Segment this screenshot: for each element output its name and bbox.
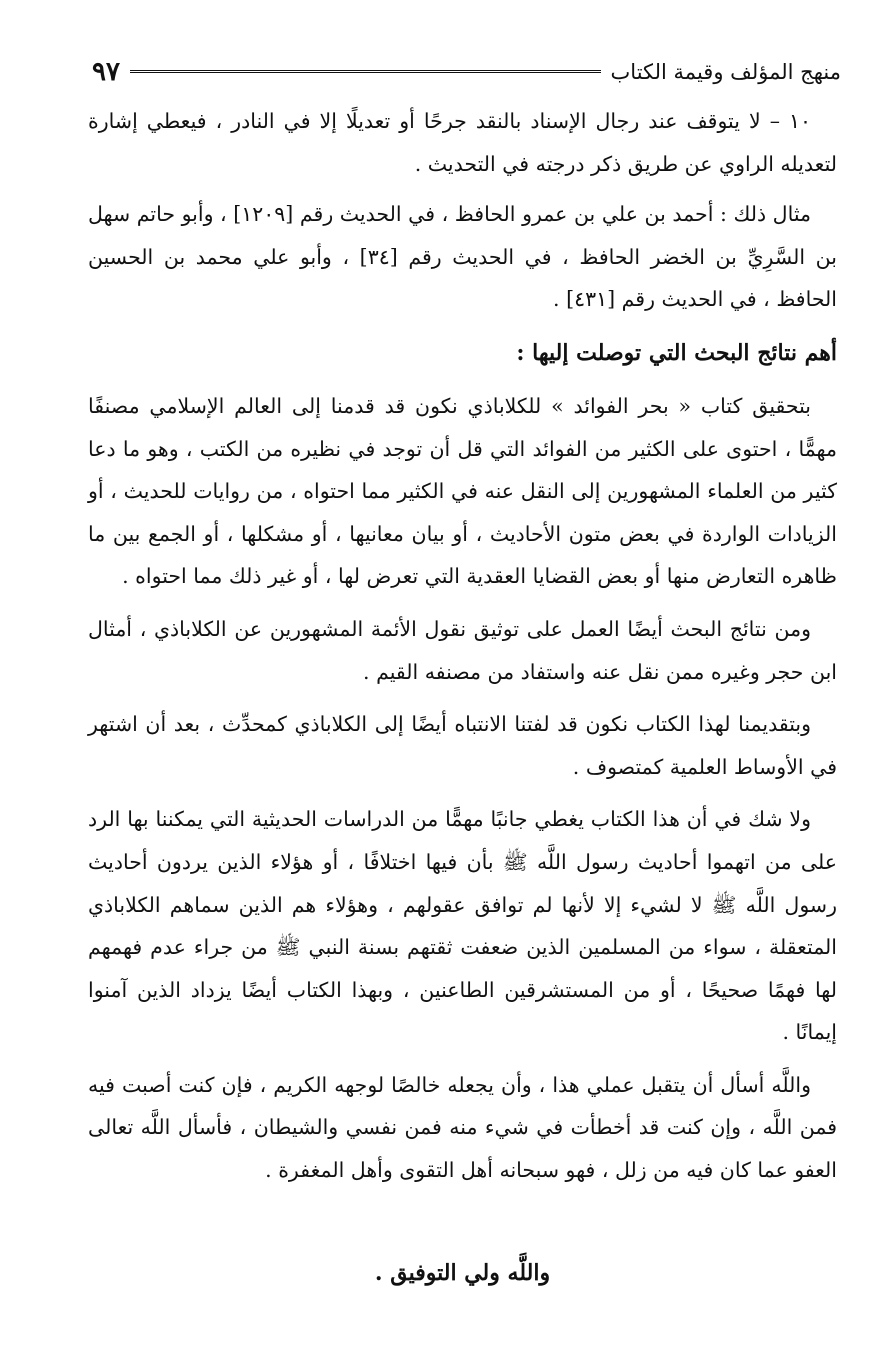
paragraph-results-3: وبتقديمنا لهذا الكتاب نكون قد لفتنا الانتباه أيضًا إلى الكلاباذي كمحدِّث ، بعد أن اشتهر في الأوساط العلمية كمتصوف . [88,712,837,779]
paragraph-results-2: ومن نتائج البحث أيضًا العمل على توثيق نقول الأئمة المشهورين عن الكلاباذي ، أمثال ابن حجر وغيره ممن نقل عنه واستفاد من مصنفه القيم . [88,616,837,684]
running-title: منهج المؤلف وقيمة الكتاب [610,60,841,84]
paragraph-point-10: ١٠ – لا يتوقف عند رجال الإسناد بالنقد جرحًا أو تعديلًا إلا في النادر ، فيعطي إشارة لتعديله الراوي عن طريق ذكر درجته في التحديث . [88,109,837,176]
paragraph-results-1: بتحقيق كتاب « بحر الفوائد » للكلاباذي نكون قد قدمنا إلى العالم الإسلامي مصنفًا مهمًّا ، احتوى على الكثير من الفوائد التي قل أن توجد في نظيره من الكتب ، وهو ما دعا كثير من العلماء المشهورين إلى النقل عنه في الكثير مما احتواه ، من روايات للحديث ، أو الزيادات الواردة في بعض متون الأحاديث ، أو بيان معانيها ، أو مشكلها ، أو الجمع بين ما ظاهره التعارض منها أو بعض القضايا العقدية التي تعرض لها ، أو غير ذلك مما احتواه . [88,393,837,589]
paragraph-example: مثال ذلك : أحمد بن علي بن عمرو الحافظ ، في الحديث رقم [١٢٠٩] ، وأبو حاتم سهل بن السَّرِيِّ بن الخضر الحافظ ، في الحديث رقم [٣٤] ، وأبو علي محمد بن الحسين الحافظ ، في الحديث رقم [٤٣١] . [88,202,837,312]
page-header [92,52,841,92]
page-body [88,100,837,1304]
header-rule [130,70,601,75]
paragraph-results-4: ولا شك في أن هذا الكتاب يغطي جانبًا مهمًّا من الدراسات الحديثية التي يمكننا بها الرد على من اتهموا أحاديث رسول اللَّه ﷺ بأن فيها اختلافًا ، أو هؤلاء الذين يردون أحاديث رسول اللَّه ﷺ لا لشيء إلا لأنها لم توافق عقولهم ، وهؤلاء هم الذين سماهم الكلاباذي المتعقلة ، سواء من المسلمين الذين ضعفت ثقتهم بسنة النبي ﷺ من جراء عدم فهمهم لها فهمًا صحيحًا ، أو من المستشرقين الطاعنين ، وبهذا الكتاب أيضًا يزداد الذين آمنوا إيمانًا . [88,807,837,1045]
page-number: ٩٧ [92,57,120,87]
paragraph-dua: واللَّه أسأل أن يتقبل عملي هذا ، وأن يجعله خالصًا لوجهه الكريم ، فإن كنت أصبت فيه فمن اللَّه ، وإن كنت قد أخطأت في شيء منه فمن نفسي والشيطان ، فأسأل اللَّه تعالى العفو عما كان فيه من زلل ، فهو سبحانه أهل التقوى وأهل المغفرة . [88,1072,837,1183]
section-heading: أهم نتائج البحث التي توصلت إليها : [516,339,837,366]
closing-line: واللَّه ولي التوفيق . [374,1259,551,1286]
